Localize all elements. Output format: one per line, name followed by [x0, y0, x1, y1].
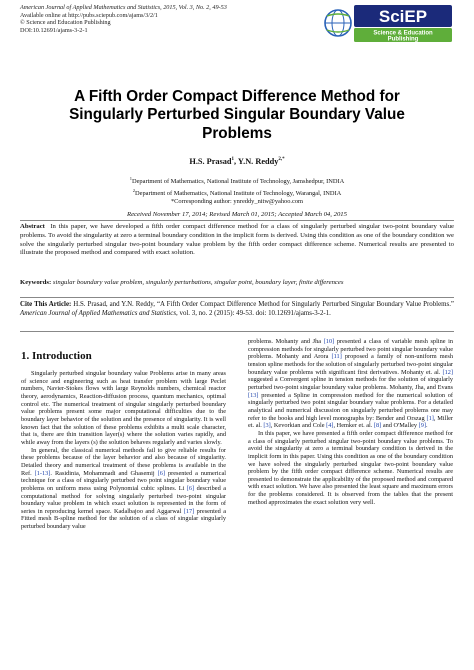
reference-link[interactable]: [8] — [373, 422, 382, 430]
divider — [20, 220, 454, 221]
svg-text:SciEP: SciEP — [378, 7, 428, 26]
reference-link[interactable]: [10] — [323, 338, 335, 345]
sciep-logo — [324, 3, 454, 43]
left-column — [21, 370, 226, 531]
reference-link[interactable]: [1] — [426, 414, 434, 422]
reference-link[interactable]: [6] — [157, 469, 165, 477]
journal-header — [20, 4, 320, 34]
paragraph: In general, the classical numerical methods fail to give reliable results for these problems because of the layer behavior and also because of singularity. Detailed theory and numerical treatment of these problems is available in the Ref. [1-13]. Rasidinia, Mohammadi and Ghasemij [6] presented a numerical technique for a class of singularly perturbed two point singular boundary value problems on uniform mess using Polynomial cubic splines. Li [6] described a computational method for solving singularly perturbed two-point singular boundary value problem in which exact solution is represented in the form of series in reproducing kernel space. Kadalbajoo and Aggarwal [17] presented a Fitted mesh B-spline method for the solution of a class of singular singularly perturbed boundary value — [21, 446, 227, 531]
journal-url-line[interactable]: Available online at http://pubs.sciepub.com/ajams/3/2/1 — [20, 11, 158, 19]
svg-text:Publishing: Publishing — [387, 36, 419, 43]
cite-this-article — [20, 300, 454, 318]
reference-link[interactable]: [3] — [263, 422, 271, 430]
cite-journal: American Journal of Applied Mathematics and Statistics, — [20, 310, 178, 317]
cite-label: Cite This Article: — [20, 301, 72, 308]
paper-title: A Fifth Order Compact Difference Method for Singularly Perturbed Singular Boundary Value Problems — [69, 88, 405, 142]
author-name: H.S. Prasad — [189, 157, 232, 166]
affiliation-2: $^2$Department of Mathematics, National Institute of Technology, Warangal, INDIA — [132, 187, 342, 197]
reference-link[interactable]: [9] — [418, 422, 426, 430]
paragraph: Singularly perturbed singular boundary value Problems arise in many areas of science and engineering such as heat transfer problem with large Peclet numbers, Navier-Stokes flows with large Reynolds numbers, chemical reactor theory, aerodynamics, Reaction-diffusion process, quantum mechanics, optimal control etc. The numerical treatment of singular singularly perturbed boundary value problems present some major computational difficulties due to the boundary layer behavior of the solution and the presence of singularity. It is well known fact that the solution of these problems exhibits a multi scale character, that is, there are thin transition layer(s) where the solution varies rapidly, and while away from the layers (s) the solution behaves regularly and varies slowly. — [21, 370, 226, 446]
divider — [20, 331, 454, 332]
reference-link[interactable]: [13] — [248, 391, 259, 399]
keywords-text: singular boundary value problem, singularly perturbations, singular point, boundary layer, finite differences — [52, 279, 344, 286]
author-list — [40, 157, 434, 166]
cite-tail: vol. 3, no. 2 (2015): 49-53. doi: 10.12691/ajams-3-2-1. — [179, 310, 331, 317]
reference-link[interactable]: [4] — [326, 422, 334, 430]
reference-link[interactable]: [12] — [442, 368, 453, 376]
paragraph: problems. Mohanty and Jha [10] presented a class of variable mesh spline in compression methods for singularly perturbed two point singular boundary value problems. Mohanty and Arora [11] proposed a family of non-uniform mesh tension spline methods for the solution of singularly perturbed two-point singular boundary value problems with significant first derivatives. Mohanty et. al. [12] suggested a Convergent spline in tension methods for the solution of singularly perturbed two-point singular boundary value problems. Mohanty, Jha, and Evans [13] presented a Spline in compression method for the numerical solution of singularly perturbed two point singular boundary value problems. For a detailed analytical and numerical discussion on singularly perturbed problems one may refer to the books and high level monographs by: Bender and Orszag [1], Miller et. al. [3], Kevorkian and Cole [4], Hemker et. al. [8] and O'Malley [9]. — [248, 338, 454, 430]
divider — [20, 297, 454, 298]
author-name: Y.N. Reddy — [237, 157, 279, 166]
journal-citation-line: American Journal of Applied Mathematics and Statistics, 2015, Vol. 3, No. 2, 49-53 — [20, 4, 227, 11]
right-column — [248, 338, 453, 506]
paragraph: In this paper, we have presented a fifth order compact difference method for a class of singularly perturbed singular two-point boundary value problems. To avoid the singularity at zero a terminal boundary condition is derived in the implicit form in this paper. Using this condition as one of the boundary condition we have solved the singularly perturbed singular two-point boundary value problem by the fifth order compact difference scheme. Numerical results are presented to demonstrate the applicability of the proposed method and compared with exact solution. We have also presented the least square and maximum errors for the problems considered. It is observed from the tables that the present method approximates the exact solution very well. — [248, 429, 453, 506]
affiliations — [40, 175, 434, 207]
globe-icon — [325, 10, 351, 36]
svg-text:Science & Education: Science & Education — [373, 30, 433, 37]
keywords — [20, 279, 454, 288]
abstract — [20, 223, 454, 258]
cite-text: H.S. Prasad, and Y.N. Reddy, “A Fifth Order Compact Difference Method for Singularly Perturbed Singular Boundary Value Problems.” — [73, 301, 454, 308]
received-dates: Received November 17, 2014; Revised March 01, 2015; Accepted March 04, 2015 — [127, 211, 347, 218]
abstract-text: In this paper, we have developed a fifth order compact difference method for a class of singularly perturbed singular two-point boundary value problems. To avoid the singularity at zero a terminal boundary condition in the implicit form is derived. Using this condition as one of the boundary condition we solve the singularly perturbed singular two-point boundary value problem by the fifth order compact difference scheme. Numerical results are presented to illustrate the proposed method and compared with exact solution. — [20, 223, 455, 257]
corresponding-author[interactable]: *Corresponding author: ynreddy_nitw@yahoo.com — [170, 198, 304, 206]
affiliation-1: $^1$Department of Mathematics, National Institute of Technology, Jamshedpur, INDIA — [129, 176, 345, 186]
author-affiliation-mark: 2,* — [278, 157, 285, 163]
reference-link[interactable]: [1-13] — [34, 469, 51, 477]
author-separator: , — [234, 157, 238, 166]
reference-link[interactable]: [6] — [186, 484, 195, 492]
keywords-label: Keywords: — [20, 279, 52, 286]
doi-line[interactable]: DOI:10.12691/ajams-3-2-1 — [20, 26, 88, 34]
reference-link[interactable]: [11] — [331, 353, 342, 361]
copyright-line: © Science and Education Publishing — [20, 19, 111, 27]
reference-link[interactable]: [17] — [183, 507, 195, 515]
section-heading: 1. Introduction — [21, 350, 92, 362]
abstract-label: Abstract — [20, 223, 45, 230]
author-affiliation-mark: 1 — [231, 157, 235, 163]
